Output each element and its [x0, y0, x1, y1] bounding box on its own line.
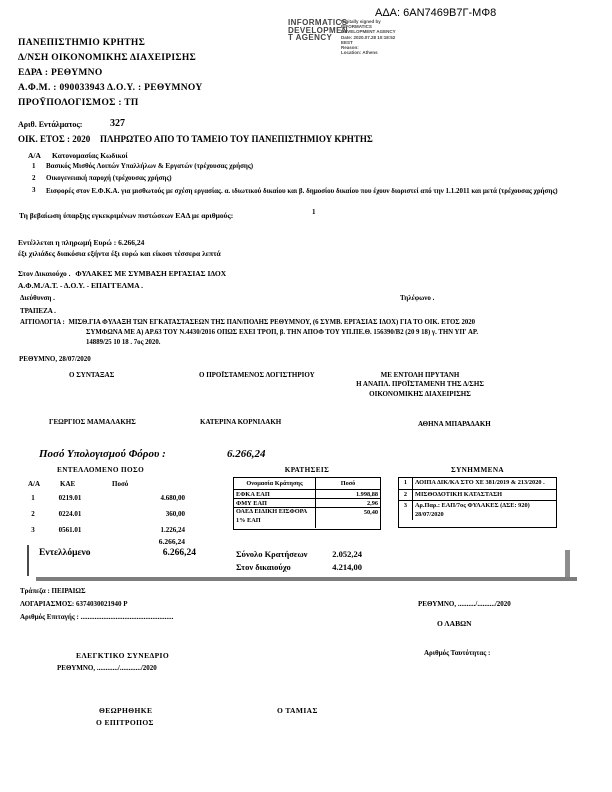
net-to-beneficiary-label: Στον δικαιούχο — [236, 562, 291, 572]
code-item-text: Εισφορές στον Ε.Φ.Κ.Α. για μισθωτούς με σχέση εργασίας. α. ιδιωτικού δικαίου και β. δημοσίου δικαίου που έχουν διοριστεί από την 1.1.2011 και μετά (τρέχουσας χρήσης) — [46, 187, 558, 195]
amounts-row-poso: 4.680,00 — [160, 494, 185, 502]
deductions-total-value: 2.052,24 — [332, 549, 362, 559]
stamp-detail-line-6: Reason: — [341, 45, 359, 51]
order-number-value: 327 — [110, 118, 125, 129]
left-tick-mark — [27, 545, 29, 576]
justification-line-1 — [20, 319, 475, 326]
deduction-amount: 2,96 — [366, 500, 378, 507]
amounts-row-poso: 1.226,24 — [160, 526, 185, 534]
attachment-text: ΛΟΙΠΑ ΔΙΚ/ΚΑ ΣΤΟ ΧΕ 381/2019 & 213/2020 . — [415, 479, 545, 486]
code-item-num: 2 — [32, 174, 36, 182]
tax-computation-label: Ποσό Υπολογισμού Φόρου : — [39, 448, 166, 460]
receipt-taker-label: Ο ΛΑΒΩΝ — [437, 619, 472, 628]
tax-computation-value: 6.266,24 — [227, 448, 266, 460]
deduction-row — [234, 490, 380, 499]
amounts-row-kae: 0561.01 — [58, 526, 82, 534]
stamp-details — [341, 19, 396, 55]
signature-name-author: ΓΕΩΡΓΙΟΣ ΜΑΜΑΛΑΚΗΣ — [49, 418, 136, 426]
stamp-detail-line-1: Digitally signed by — [341, 19, 381, 24]
org-budget: ΠΡΟΫΠΟΛΟΓΙΣΜΟΣ : ΤΠ — [18, 98, 139, 108]
beneficiary-ids: Α.Φ.Μ./Α.Τ. - Δ.Ο.Υ. - ΕΠΑΓΓΕΛΜΑ . — [18, 281, 144, 290]
section-divider-bar — [36, 577, 577, 581]
org-seat: ΕΔΡΑ : ΡΕΘΥΜΝΟ — [18, 68, 103, 78]
signature-name-accounting-head: ΚΑΤΕΡΙΝΑ ΚΟΡΝΙΛΑΚΗ — [200, 418, 282, 426]
amounts-row-aa: 3 — [31, 526, 35, 534]
place-date: ΡΕΘΥΜΝΟ, 28/07/2020 — [19, 355, 91, 363]
stamp-detail-line-5: EEST — [341, 39, 353, 45]
receipt-place-date: ΡΕΘΥΜΝΟ, ........../........../2020 — [418, 600, 511, 608]
deduction-name: ΟΑΕΔ ΕΙΔΙΚΗ ΕΙΣΦΟΡΑ 1% ΕΑΠ — [234, 508, 316, 528]
payment-amount-line: Εντέλλεται η πληρωμή Ευρώ : 6.266,24 — [18, 238, 145, 247]
digital-signature-stamp — [288, 19, 348, 42]
signature-title-accounting-head: Ο ΠΡΟΪΣΤΑΜΕΝΟΣ ΛΟΓΙΣΤΗΡΙΟΥ — [199, 371, 315, 379]
attachment-num: 2 — [399, 490, 413, 501]
justification-text-1: ΜΙΣΘ.ΓΙΑ ΦΥΛΑΞΗ ΤΩΝ ΕΓΚΑΤΑΣΤΑΣΕΩΝ ΤΗΣ ΠΑΝ/ΠΟΛΗΣ ΡΕΘΥΜΝΟΥ, (6 ΣΥΜΒ. ΕΡΓΑΣΙΑΣ ΙΔΟΧ) ΓΙΑ ΤΟ ΟΙΚ. ΕΤΟΣ 2020 — [68, 319, 476, 326]
codes-col-aa: Α/Α — [28, 151, 41, 160]
net-to-beneficiary-value: 4.214,00 — [332, 562, 362, 572]
amounts-col-poso: Ποσό — [112, 480, 129, 488]
deductions-table-title: ΚΡΑΤΗΣΕΙΣ — [284, 466, 330, 474]
right-tick-mark — [565, 550, 570, 577]
deduction-amount: 1.998,88 — [355, 491, 378, 498]
stamp-agency-line-1: INFORMATICS — [288, 18, 348, 27]
attachment-num: 1 — [399, 478, 413, 489]
attachment-text: ΜΙΣΘΟΔΟΤΙΚΗ ΚΑΤΑΣΤΑΣΗ — [415, 490, 503, 498]
justification-label: ΑΙΤΙΟΛΟΓΙΑ : — [20, 319, 65, 326]
order-number-label: Αριθ. Εντάλματος: — [18, 120, 83, 129]
attachment-text: Αρ.Παρ.: ΕΑΠ/7ος ΦΥΛΑΚΕΣ (ΔΣΕ: 920) 28/07/2020 — [415, 502, 530, 518]
justification-line-3: 14889/25 10 18 . 7ος 2020. — [86, 339, 161, 346]
stamp-agency-line-2: DEVELOPMEN — [288, 25, 349, 35]
deductions-table — [233, 477, 381, 530]
org-directorate: Δ/ΝΣΗ ΟΙΚΟΝΟΜΙΚΗΣ ΔΙΑΧΕΙΡΙΣΗΣ — [18, 53, 197, 63]
deductions-col-name: Ονομασία Κράτησης — [234, 478, 316, 489]
amounts-table-title: ΕΝΤΕΛΛΟΜΕΝΟ ΠΟΣΟ — [57, 466, 145, 474]
bank-name-line: Τράπεζα : ΠΕΙΡΑΙΩΣ — [20, 587, 86, 595]
justification-line-2: ΣΥΜΦΩΝΑ ΜΕ Α) ΑΡ.63 ΤΟΥ Ν.4430/2016 ΟΠΩΣ ΕΧΕΙ ΤΡΟΠ, β. ΤΗΝ ΑΠΟΦ ΤΟΥ ΥΠ.ΠΕ.Θ. 156390/Β2 (20 9 18) γ. ΤΗΝ ΥΠ' ΑΡ. — [86, 329, 479, 336]
amounts-row-aa: 2 — [31, 510, 35, 518]
attachment-row — [399, 478, 556, 490]
deductions-col-poso: Ποσό — [340, 480, 356, 487]
credits-certification-number: 1 — [312, 208, 316, 216]
signature-name-director: ΑΘΗΝΑ ΜΠΑΡΑΔΑΚΗ — [418, 420, 491, 428]
attachments-table-title: ΣΥΝΗΜΜΕΝΑ — [450, 466, 504, 474]
beneficiary-phone-label: Τηλέφωνο . — [400, 294, 435, 302]
amounts-row-aa: 1 — [31, 494, 35, 502]
deduction-name: ΦΜΥ ΕΑΠ — [234, 499, 316, 507]
beneficiary-bank-label: ΤΡΑΠΕΖΑ . — [20, 307, 56, 315]
rector-order-line-2: Η ΑΝΑΠΛ. ΠΡΟΪΣΤΑΜΕΝΗ ΤΗΣ Δ/ΣΗΣ — [356, 380, 484, 389]
stamp-agency-line-3: T AGENCY — [288, 33, 333, 42]
payable-from: ΠΛΗΡΩΤΕΟ ΑΠΟ ΤΟ ΤΑΜΕΙΟ ΤΟΥ ΠΑΝΕΠΙΣΤΗΜΙΟΥ ΚΡΗΤΗΣ — [100, 134, 373, 144]
audit-court-date: ΡΕΘΥΜΝΟ, ............/............/2020 — [57, 664, 157, 672]
bank-account-line: ΛΟΓΑΡΙΑΣΜΟΣ: 6374030021940 P — [20, 600, 128, 608]
attachment-row — [399, 501, 556, 520]
attachments-table — [398, 477, 557, 528]
beneficiary-address-label: Διεύθυνση . — [20, 294, 55, 302]
amounts-total-value: 6.266,24 — [162, 548, 196, 558]
org-afm-doy: Α.Φ.Μ. : 090033943 Δ.Ο.Υ. : ΡΕΘΥΜΝΟΥ — [18, 83, 203, 93]
signature-title-author: Ο ΣΥΝΤΑΞΑΣ — [69, 371, 115, 379]
deduction-row — [234, 508, 380, 528]
stamp-detail-line-2: INFORMATICS — [341, 24, 372, 30]
amounts-col-aa: Α/Α — [28, 480, 41, 488]
org-name: ΠΑΝΕΠΙΣΤΗΜΙΟ ΚΡΗΤΗΣ — [18, 38, 146, 48]
amounts-row-kae: 0224.01 — [58, 510, 82, 518]
signature-title-rector-order — [350, 371, 490, 399]
audit-court-title: ΕΛΕΓΚΤΙΚΟ ΣΥΝΕΔΡΙΟ — [76, 651, 170, 660]
ada-code: ΑΔΑ: 6ΑΝ7469Β7Γ-ΜΦ8 — [375, 7, 497, 19]
fiscal-year: ΟΙΚ. ΕΤΟΣ : 2020 — [18, 134, 91, 144]
code-item-text: Οικογενειακή παροχή (τρέχουσας χρήσης) — [46, 174, 172, 182]
deduction-amount: 50,40 — [363, 509, 378, 516]
attachment-num: 3 — [399, 501, 413, 520]
rector-order-line-1: ΜΕ ΕΝΤΟΛΗ ΠΡΥΤΑΝΗ — [380, 371, 460, 379]
credits-certification: Τη βεβαίωση ύπαρξης εγκεκριμένων πιστώσεων ΕΑΔ με αριθμούς: — [19, 211, 234, 220]
deduction-row — [234, 499, 380, 508]
stamp-detail-line-7: Location: Athens — [341, 50, 378, 56]
stamp-detail-line-4: Date: 2020.07.28 10:18:52 — [341, 34, 396, 40]
deductions-total-label: Σύνολο Κρατήσεων — [236, 549, 308, 559]
amounts-col-kae: ΚΑΕ — [60, 480, 76, 488]
beneficiary-value: ΦΥΛΑΚΕΣ ΜΕ ΣΥΜΒΑΣΗ ΕΡΓΑΣΙΑΣ ΙΔΟΧ — [75, 269, 227, 278]
payment-amount-words: έξι χιλιάδες διακόσια εξήντα έξι ευρώ και είκοσι τέσσερα λεπτά — [18, 249, 221, 258]
commissioner-label: Ο ΕΠΙΤΡΟΠΟΣ — [96, 718, 154, 727]
approved-label: ΘΕΩΡΗΘΗΚΕ — [99, 706, 153, 715]
code-item-num: 3 — [32, 186, 36, 194]
amounts-row-poso: 360,00 — [165, 510, 185, 518]
stamp-detail-line-3: DEVELOPMENT AGENCY — [341, 29, 396, 35]
amounts-subtotal: 6.266,24 — [158, 537, 185, 546]
amounts-total-label: Εντελλόμενο — [39, 548, 91, 558]
beneficiary-label: Στον Δικαιούχο . — [18, 269, 71, 278]
cheque-number-line: Αριθμός Επιταγής : ..................................................... — [20, 613, 174, 621]
deduction-name: ΕΦΚΑ ΕΑΠ — [234, 490, 316, 498]
identity-number-label: Αριθμός Ταυτότητας : — [424, 649, 491, 657]
rector-order-line-3: ΟΙΚΟΝΟΜΙΚΗΣ ΔΙΑΧΕΙΡΙΣΗΣ — [369, 389, 471, 398]
attachment-row — [399, 490, 556, 502]
codes-col-name: Κατονομασίας Κωδικοί — [52, 151, 128, 160]
amounts-row-kae: 0219.01 — [58, 494, 82, 502]
treasurer-label: Ο ΤΑΜΙΑΣ — [277, 706, 318, 715]
code-item-num: 1 — [32, 162, 36, 170]
beneficiary-line — [18, 269, 226, 278]
code-item-text: Βασικός Μισθός Λοιπών Υπαλλήλων & Εργατών (τρέχουσας χρήσης) — [46, 162, 254, 170]
